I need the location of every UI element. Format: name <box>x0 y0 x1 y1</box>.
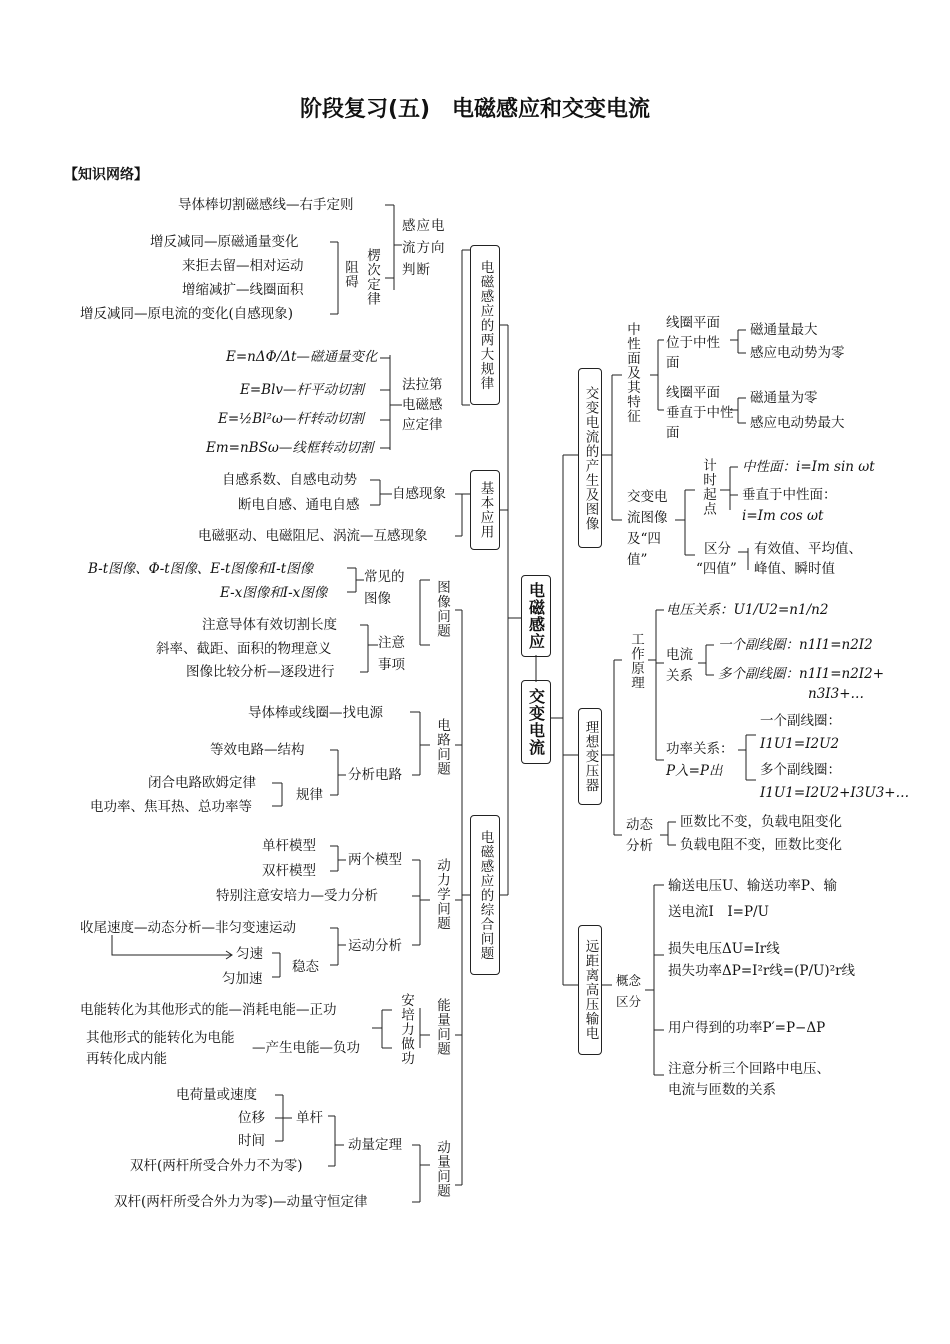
notes-label: 注意事项 <box>378 635 405 673</box>
page-title: 阶段复习(五) 电磁感应和交变电流 <box>299 97 651 122</box>
ac-graph-l4: 值” <box>627 552 648 568</box>
emf-zero: 感应电动势为零 <box>750 345 845 361</box>
coil-plane-a2: 位于中性 <box>666 335 720 351</box>
dynamics-problem-label: 动力学问题 <box>434 858 450 931</box>
box-ac-generation <box>578 368 602 548</box>
ac-graph-l3: 及“四 <box>627 531 661 547</box>
box-two-laws <box>470 245 500 405</box>
coil-plane-a3: 面 <box>666 355 680 371</box>
flux-zero: 磁通量为零 <box>750 390 818 406</box>
box-transmission <box>578 925 602 1055</box>
box-transformer-label: 理想变压器 <box>582 720 599 793</box>
graph-item-1: B-t图像、Φ-t图像、E-t图像和I-t图像 <box>88 561 314 577</box>
terminal-velocity: 收尾速度—动态分析—非匀变速运动 <box>80 920 296 936</box>
momentum-problem-label: 动量问题 <box>434 1140 450 1198</box>
momentum-item-2: 位移 <box>238 1110 265 1126</box>
distinguish-l2: “四值” <box>696 561 737 577</box>
two-models-label: 两个模型 <box>348 852 402 868</box>
circuit-problem-label: 电路问题 <box>434 718 450 776</box>
motion-analysis-label: 运动分析 <box>348 938 402 954</box>
distinguish-l1: 区分 <box>704 541 731 557</box>
box-comprehensive <box>470 815 500 975</box>
dynamic-analysis-l2: 分析 <box>626 838 653 854</box>
faraday-formula-2: E=Blv—杆平动切割 <box>240 382 365 398</box>
current-one-secondary: 一个副线圈：n1I1=n2I2 <box>718 637 873 653</box>
box-ac-generation-label: 交变电流的产生及图像 <box>582 385 599 531</box>
model-item-1: 单杆模型 <box>262 838 316 854</box>
lenz-item-4: 增反减同—原电流的变化(自感现象) <box>80 306 294 322</box>
emf-max: 感应电动势最大 <box>750 415 845 431</box>
four-values-1: 有效值、平均值、 <box>754 541 862 557</box>
box-transmission-label: 远距离高压输电 <box>582 939 599 1041</box>
current-multi-secondary: 多个副线圈：n1I1=n2I2+ <box>718 666 885 682</box>
working-principle-label: 工作原理 <box>628 632 644 690</box>
energy-item-1: 电能转化为其他形式的能—消耗电能—正功 <box>80 1002 337 1018</box>
box-transformer <box>578 708 602 805</box>
flux-max: 磁通量最大 <box>750 322 818 338</box>
circuit-item-3: 闭合电路欧姆定律 <box>148 775 256 791</box>
dynamic-item-2: 负载电阻不变，匝数比变化 <box>680 837 842 853</box>
faraday-formula-4: Em=nBSω—线框转动切割 <box>206 440 374 456</box>
faraday-formula-1: E=nΔΦ/Δt—磁通量变化 <box>226 349 378 365</box>
coil-plane-b3: 面 <box>666 425 680 441</box>
obstruct-label: 阻碍 <box>342 260 358 289</box>
energy-item-2a: 其他形式的能转化为电能 <box>86 1030 235 1046</box>
self-induction-item-1: 自感系数、自感电动势 <box>222 472 357 488</box>
model-item-2: 双杆模型 <box>262 863 316 879</box>
power-one-formula: I1U1=I2U2 <box>760 736 840 752</box>
center-bottom-label: 交变电流 <box>526 688 546 756</box>
box-comprehensive-label: 电磁感应的综合问题 <box>477 829 494 961</box>
current-relation-l2: 关系 <box>666 668 693 684</box>
lenz-item-3: 增缩减扩—线圈面积 <box>182 282 304 298</box>
ac-graph-l2: 流图像 <box>627 510 668 526</box>
neutral-sin: 中性面：i=Im sin ωt <box>742 459 875 475</box>
notes-item-1: 注意导体有效切割长度 <box>202 617 337 633</box>
voltage-relation: 电压关系：U1/U2=n1/n2 <box>666 602 829 618</box>
circuit-item-4: 电功率、焦耳热、总功率等 <box>90 799 252 815</box>
faraday-law-label: 法拉第电磁感应定律 <box>402 377 443 433</box>
neutral-plane-label: 中性面及其特征 <box>624 322 640 424</box>
section-heading: 【知识网络】 <box>64 167 148 183</box>
momentum-theorem-label: 动量定理 <box>348 1137 402 1153</box>
transmission-item-6: 注意分析三个回路中电压、 <box>668 1061 830 1077</box>
self-induction-item-2: 断电自感、通电自感 <box>238 497 360 513</box>
concept-l1: 概念 <box>616 973 642 988</box>
power-multi-secondary: 多个副线圈： <box>760 762 841 778</box>
transmission-item-1: 输送电压U、输送功率P、输 <box>668 878 837 894</box>
notes-item-3: 图像比较分析—逐段进行 <box>186 664 335 680</box>
notes-item-2: 斜率、截距、面积的物理意义 <box>156 641 332 657</box>
circuit-item-2: 等效电路—结构 <box>210 742 305 758</box>
perp-neutral: 垂直于中性面： <box>742 487 837 503</box>
coil-plane-b2: 垂直于中性 <box>666 405 734 421</box>
center-box-em-induction <box>521 575 551 657</box>
lenz-item-2: 来拒去留—相对运动 <box>182 258 304 274</box>
coil-plane-b1: 线圈平面 <box>666 385 720 401</box>
ac-graph-l1: 交变电 <box>627 489 668 505</box>
self-induction-label: 自感现象 <box>392 486 446 502</box>
lenz-item-1: 增反减同—原磁通量变化 <box>150 234 299 250</box>
double-rod-nonzero: 双杆(两杆所受合外力不为零) <box>130 1158 303 1174</box>
transmission-item-3: 损失电压ΔU=Ir线 <box>668 941 780 957</box>
circuit-item-1: 导体棒或线圈—找电源 <box>248 705 383 721</box>
energy-problem-label: 能量问题 <box>434 998 450 1056</box>
transmission-item-4: 损失功率ΔP=I²r线=(P/U)²r线 <box>668 963 856 979</box>
concept-l2: 区分 <box>616 994 642 1009</box>
box-basic-application <box>470 470 500 550</box>
perp-cos: i=Im cos ωt <box>742 508 824 524</box>
dynamic-item-1: 匝数比不变，负载电阻变化 <box>680 814 842 830</box>
power-one-secondary: 一个副线圈： <box>760 713 841 729</box>
mutual-induction: 电磁驱动、电磁阻尼、涡流—互感现象 <box>198 528 428 544</box>
lenz-law-label: 楞次定律 <box>364 248 380 306</box>
current-relation-l1: 电流 <box>666 647 693 663</box>
current-multi-secondary-cont: n3I3+… <box>808 686 865 702</box>
graph-item-2: E-x图像和I-x图像 <box>220 585 328 601</box>
momentum-item-1: 电荷量或速度 <box>176 1087 257 1103</box>
power-multi-formula: I1U1=I2U2+I3U3+… <box>760 785 910 801</box>
center-top-label: 电磁感应 <box>526 582 546 650</box>
double-rod-conserve: 双杆(两杆所受合外力为零)—动量守恒定律 <box>114 1194 368 1210</box>
four-values-2: 峰值、瞬时值 <box>754 561 835 577</box>
energy-item-2c: —产生电能—负功 <box>252 1040 360 1056</box>
law-label: 规律 <box>296 787 323 803</box>
common-graph-label: 常见的图像 <box>364 569 405 607</box>
box-basic-application-label: 基本应用 <box>477 481 494 539</box>
single-rod-label: 单杆 <box>296 1110 323 1126</box>
uniform-acceleration: 匀加速 <box>222 971 263 987</box>
dynamic-analysis-l1: 动态 <box>626 817 653 833</box>
transmission-item-5: 用户得到的功率P′=P−ΔP <box>668 1020 826 1036</box>
transmission-item-7: 电流与匝数的关系 <box>668 1082 776 1098</box>
right-hand-rule: 导体棒切割磁感线—右手定则 <box>178 197 354 213</box>
analyze-circuit-label: 分析电路 <box>348 767 402 783</box>
uniform-velocity: 匀速 <box>236 946 263 962</box>
power-relation-l1: 功率关系： <box>666 741 734 757</box>
center-box-ac <box>521 680 551 764</box>
timing-start-label: 计时起点 <box>700 458 716 516</box>
force-analysis: 特别注意安培力—受力分析 <box>216 888 378 904</box>
momentum-item-3: 时间 <box>238 1133 265 1149</box>
power-relation-l2: P入=P出 <box>666 763 723 779</box>
coil-plane-a1: 线圈平面 <box>666 315 720 331</box>
box-two-laws-label: 电磁感应的两大规律 <box>477 259 494 391</box>
current-direction-label: 感应电流方向判断 <box>402 218 446 278</box>
faraday-formula-3: E=½Bl²ω—杆转动切割 <box>218 411 364 427</box>
energy-item-2b: 再转化成内能 <box>86 1051 167 1067</box>
transmission-item-2: 送电流I I=P/U <box>668 904 769 920</box>
graph-problem-label: 图像问题 <box>434 580 450 638</box>
ampere-work-label: 安培力做功 <box>398 993 414 1066</box>
steady-state-label: 稳态 <box>292 959 319 975</box>
